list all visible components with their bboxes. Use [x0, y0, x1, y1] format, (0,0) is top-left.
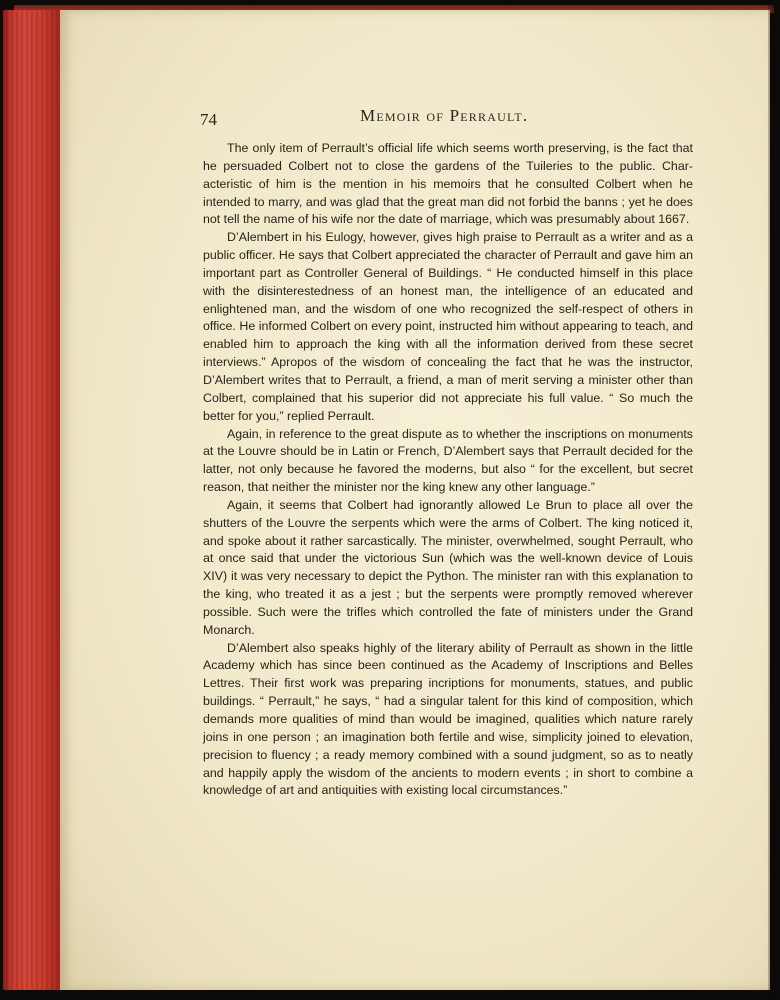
paragraph: The only item of Perrault’s official life which seems worth preserving, is the fact that he persuaded Colbert not to close the gardens of the Tuileries to the public. Characteristic of him is the mention in his memoirs that he consulted Colbert when he intended to marry, and was glad that the great man did not forbid the banns ; yet he does not tell the name of his wife nor the date of marriage, which was presumably about 1667.: [203, 141, 693, 227]
paragraph: D’Alembert in his Eulogy, however, gives high praise to Perrault as a writer and as a public officer. He says that Colbert appreciated the character of Perrault and gave him an important part as Controller General of Buildings. “ He conducted himself in this place with the disinterestedness of an honest man, the intelligence of an educated and enlightened man, and the wisdom of one who recognized the self-respect of others in office. He informed Colbert on every point, instructed him without appearing to teach, and enabled him to approach the king with all the information derived from these secret interviews.” Apropos of the wisdom of concealing the fact that he was the instructor, D’Alembert writes that to Perrault, a friend, a man of merit serving a minister other than Colbert, complained that his superior did not appreciate his full value. “ So much the better for you,” replied Perrault.: [203, 230, 693, 423]
body-text: [203, 140, 693, 800]
paragraph: Again, in reference to the great dispute as to whether the inscriptions on monuments at the Louvre should be in Latin or French, D’Alembert says that Perrault decided for the latter, not only because he favored the moderns, but also “ for the excellent, but secret reason, that neither the minister nor the king knew any other language.”: [203, 426, 693, 495]
right-shadow: [768, 0, 780, 1000]
page-number: 74: [200, 110, 217, 129]
running-title: Memoir of Perrault.: [360, 106, 529, 125]
paragraph: Again, it seems that Colbert had ignorantly allowed Le Brun to place all over the shutters of the Louvre the serpents which were the arms of Colbert. The king noticed it, and spoke about it rather sarcastically. The minister, overwhelmed, sought Perrault, who at once said that under the victorious Sun (which was the well-known device of Louis XIV) it was very necessary to depict the Python. The minister ran with this explanation to the king, who treated it as a jest ; but the serpents were promptly removed wherever possible. Such were the trifles which controlled the fate of ministers under the Grand Monarch.: [203, 497, 693, 637]
paragraph: D’Alembert also speaks highly of the literary ability of Perrault as shown in the little Academy which has since been continued as the Academy of Inscriptions and Belles Lettres. Their first work was preparing incriptions for monuments, statues, and public buildings. “ Perrault,” he says, “ had a singular talent for this kind of composition, which demands more qualities of mind than would be imagined, qualities which nature rarely joins in one person ; an imagination both fertile and wise, simplicity joined to elevation, precision to fluency ; a ready memory combined with a sound judgment, so as to neatly and happily apply the wisdom of the ancients to modern events ; in short to combine a knowledge of art and antiquities with existing local circumstances.”: [203, 640, 693, 798]
red-page-edges: [3, 10, 61, 990]
